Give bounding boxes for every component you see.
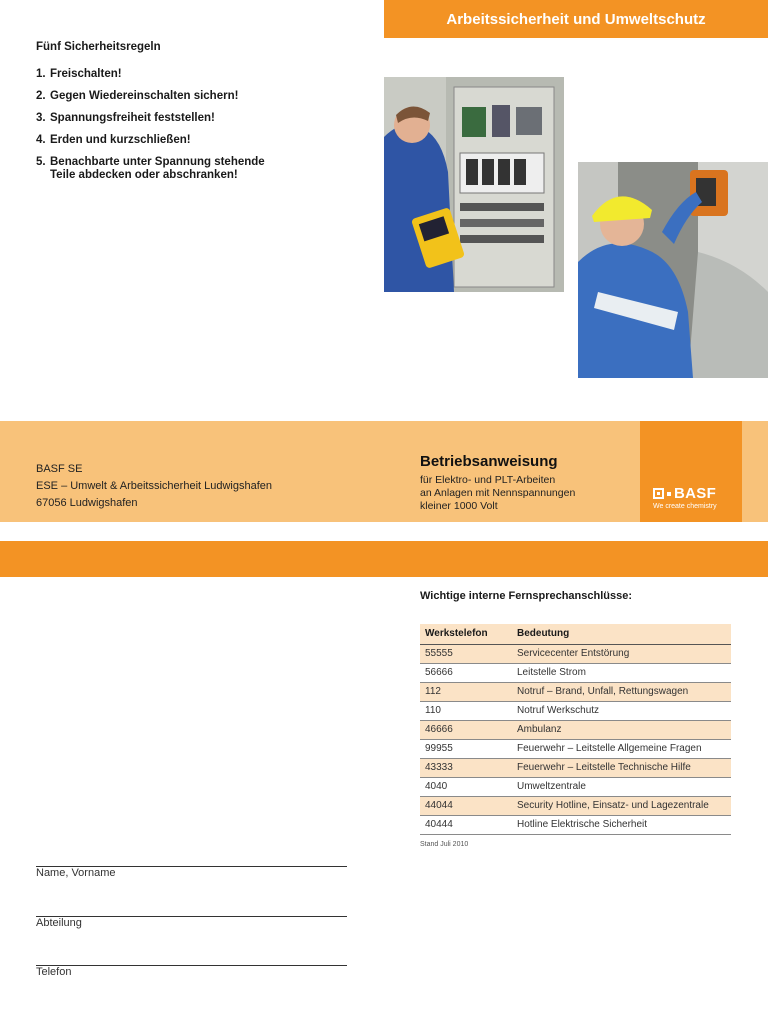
phone-field-line[interactable] xyxy=(36,965,347,966)
instruction-line: an Anlagen mit Nennspannungen xyxy=(420,487,576,499)
department-field-line[interactable] xyxy=(36,916,347,917)
table-row xyxy=(420,701,731,720)
basf-logo xyxy=(640,421,742,522)
rule-item xyxy=(36,156,276,182)
phone-meaning: Notruf – Brand, Unfall, Rettungswagen xyxy=(512,682,731,701)
table-row xyxy=(420,682,731,701)
rule-number: 3. xyxy=(36,112,46,124)
logo-tagline: We create chemistry xyxy=(653,503,717,510)
name-field-label: Name, Vorname xyxy=(36,867,116,879)
rules-list xyxy=(36,68,276,191)
rule-text: Gegen Wiedereinschalten sichern! xyxy=(50,90,239,102)
table-row xyxy=(420,777,731,796)
stand-date: Stand Juli 2010 xyxy=(420,841,469,848)
rule-number: 2. xyxy=(36,90,46,102)
table-header-row xyxy=(420,624,731,644)
phone-number: 110 xyxy=(420,701,512,720)
photo-worker-helmet xyxy=(578,162,768,378)
phone-number: 44044 xyxy=(420,796,512,815)
phone-meaning: Feuerwehr – Leitstelle Allgemeine Fragen xyxy=(512,739,731,758)
department-field-label: Abteilung xyxy=(36,917,82,929)
phone-table-title: Wichtige interne Fernsprechanschlüsse: xyxy=(420,590,633,602)
table-row xyxy=(420,796,731,815)
rule-item xyxy=(36,134,276,147)
company-department: ESE – Umwelt & Arbeitssicherheit Ludwigshafen xyxy=(36,480,273,492)
phone-meaning: Leitstelle Strom xyxy=(512,663,731,682)
photo-electrician-panel xyxy=(384,77,564,292)
column-header-number: Werkstelefon xyxy=(420,624,512,644)
phone-number: 40444 xyxy=(420,815,512,834)
phone-number: 43333 xyxy=(420,758,512,777)
table-row xyxy=(420,815,731,834)
rule-text: Spannungsfreiheit feststellen! xyxy=(50,112,215,124)
column-header-meaning: Bedeutung xyxy=(512,624,731,644)
table-row xyxy=(420,758,731,777)
phone-meaning: Servicecenter Entstörung xyxy=(512,644,731,663)
company-address: 67056 Ludwigshafen xyxy=(36,497,138,509)
table-row xyxy=(420,663,731,682)
phone-number: 99955 xyxy=(420,739,512,758)
company-block xyxy=(36,461,272,512)
header-title: Arbeitssicherheit und Umweltschutz xyxy=(446,10,706,28)
rule-number: 5. xyxy=(36,156,46,168)
rule-text: Benachbarte unter Spannung stehende Teile abdecken oder abschranken! xyxy=(50,156,265,181)
rule-number: 1. xyxy=(36,68,46,80)
phone-meaning: Ambulanz xyxy=(512,720,731,739)
instruction-title: Betriebsanweisung xyxy=(420,453,558,470)
table-row xyxy=(420,739,731,758)
table-row xyxy=(420,644,731,663)
phone-field-label: Telefon xyxy=(36,966,72,978)
instruction-subtitle xyxy=(420,474,620,513)
phone-meaning: Hotline Elektrische Sicherheit xyxy=(512,815,731,834)
rule-text: Freischalten! xyxy=(50,68,122,80)
rule-number: 4. xyxy=(36,134,46,146)
header-banner xyxy=(384,0,768,38)
rule-item xyxy=(36,68,276,81)
phone-meaning: Feuerwehr – Leitstelle Technische Hilfe xyxy=(512,758,731,777)
phone-table xyxy=(420,624,731,835)
phone-meaning: Notruf Werkschutz xyxy=(512,701,731,720)
table-row xyxy=(420,720,731,739)
phone-number: 4040 xyxy=(420,777,512,796)
rule-item xyxy=(36,112,276,125)
logo-dot-icon xyxy=(667,492,671,496)
orange-divider-bar xyxy=(0,541,768,577)
company-name: BASF SE xyxy=(36,463,83,475)
phone-meaning: Security Hotline, Einsatz- und Lagezentrale xyxy=(512,796,731,815)
phone-meaning: Umweltzentrale xyxy=(512,777,731,796)
phone-number: 56666 xyxy=(420,663,512,682)
rule-item xyxy=(36,90,276,103)
phone-number: 112 xyxy=(420,682,512,701)
phone-number: 55555 xyxy=(420,644,512,663)
rules-title: Fünf Sicherheitsregeln xyxy=(36,41,161,53)
instruction-line: kleiner 1000 Volt xyxy=(420,500,498,512)
instruction-line: für Elektro- und PLT-Arbeiten xyxy=(420,474,556,486)
rule-text: Erden und kurzschließen! xyxy=(50,134,191,146)
logo-mark xyxy=(653,485,716,502)
logo-square-icon xyxy=(653,488,664,499)
phone-number: 46666 xyxy=(420,720,512,739)
logo-text: BASF xyxy=(674,485,717,502)
